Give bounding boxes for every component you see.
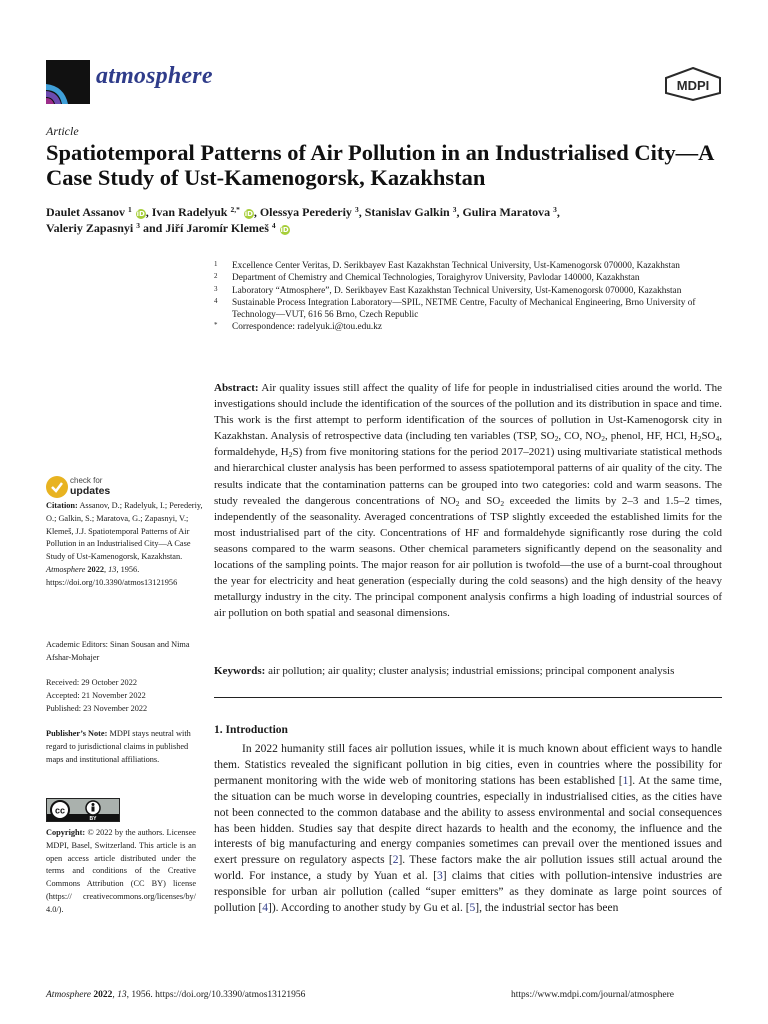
keywords-text: air pollution; air quality; cluster analysis; industrial emissions; principal component analysis: [268, 665, 675, 677]
footer-citation: Atmosphere 2022, 13, 1956. https://doi.org/10.3390/atmos13121956: [46, 990, 306, 1000]
body-text: In 2022 humanity still faces air pollution issues, while it is much known about efficient ways to handle them. Statistics revealed the significant pollution in big cities, even in countries where the possibility for permanent monitoring with the wide web of monitoring stations has been established [: [214, 743, 722, 787]
body-text: ]). According to another study by Gu et al. [: [268, 902, 470, 915]
mdpi-logo-text: MDPI: [676, 78, 710, 93]
citation-link[interactable]: 2: [392, 854, 399, 867]
subscript: 2: [455, 498, 460, 508]
cc-badge-label: cc: [54, 805, 66, 816]
author-affiliation: 3: [354, 205, 359, 214]
affiliation-number: 2: [214, 272, 218, 281]
citation-link[interactable]: 3: [436, 870, 443, 883]
correspondence-email[interactable]: Correspondence: radelyuk.i@tou.edu.kz: [232, 322, 383, 333]
abstract: [214, 380, 722, 621]
subscript: 2: [288, 450, 293, 460]
author-name: Gulira Maratova: [462, 205, 551, 219]
publication-dates: [46, 677, 206, 715]
academic-editors: Academic Editors: Sinan Sousan and Nima Afshar-Mohajer: [46, 640, 190, 662]
author-name: Stanislav Galkin: [364, 205, 450, 219]
author-affiliation: 2,*: [230, 205, 240, 214]
affiliation-item: [214, 285, 734, 297]
author-affiliation: 1: [128, 205, 132, 214]
footer-doi[interactable]: , 1956. https://doi.org/10.3390/atmos13121956: [126, 990, 306, 1000]
article-type: Article: [46, 124, 79, 138]
affiliation-item: [214, 321, 734, 333]
affiliation-item: [214, 272, 734, 284]
affiliation-number: 3: [214, 284, 218, 293]
citation-doi[interactable]: , 1956. https://doi.org/10.3390/atmos13121956: [46, 564, 178, 587]
author-name: Valeriy Zapasnyi: [46, 221, 134, 235]
abstract-text: , phenol, HF, HCl, H: [604, 430, 698, 443]
journal-name: atmosphere: [96, 63, 213, 89]
abstract-text: , CO, NO: [558, 430, 602, 443]
publisher-note-label: Publisher’s Note:: [46, 729, 108, 738]
keywords-label: Keywords:: [214, 665, 266, 677]
citation-journal: Atmosphere: [46, 564, 86, 574]
subscript: 2: [697, 434, 702, 444]
orcid-icon[interactable]: iD: [136, 210, 145, 218]
affiliation-item: [214, 297, 734, 322]
citation-year: 2022: [87, 564, 104, 574]
affiliations: [214, 260, 734, 334]
affiliation-text: Sustainable Process Integration Laboratory—SPIL, NETME Centre, Faculty of Mechanical Engineering, Brno University of Technology—VUT, 616 56 Brno, Czech Republic: [232, 297, 696, 321]
citation-volume: 13: [108, 564, 117, 574]
subscript: 2: [554, 434, 559, 444]
accepted-date: Accepted: 21 November 2022: [46, 690, 146, 700]
affiliation-text: Excellence Center Veritas, D. Serikbayev East Kazakhstan Technical University, Ust-Kamenogorsk 070000, Kazakhstan: [232, 261, 680, 271]
cc-badge-by: BY: [89, 816, 97, 821]
footer-journal-url[interactable]: https://www.mdpi.com/journal/atmosphere: [511, 990, 674, 1000]
author-conjunction: and: [143, 221, 163, 235]
citation-link[interactable]: 1: [622, 774, 629, 787]
subscript: 2: [601, 434, 605, 444]
published-date: Published: 23 November 2022: [46, 703, 148, 713]
author-affiliation: 3: [136, 221, 140, 230]
affiliation-number: 1: [214, 260, 218, 268]
author-name: Daulet Assanov: [46, 205, 126, 219]
copyright-text: © 2022 by the authors. Licensee MDPI, Basel, Switzerland. This article is an open access article distributed under the terms and conditions of the Creative Commons Attribution (CC BY) license (https:// creativecommons.org/licenses/by/ 4.0/).: [46, 828, 196, 914]
citation-block: Citation: Assanov, D.; Radelyuk, I.; Perederiy, O.; Galkin, S.; Maratova, G.; Zapasnyi, V.; Klemeš, J.J. Spatiotemporal Patterns of Air Pollution in an Industrialised City—A Case Study of Ust-Kamenogorsk, Kazakhstan. Atmosphere 2022, 13, 1956. https://doi.org/10.3390/atmos13121956: [46, 501, 203, 587]
affiliation-item: [214, 260, 734, 272]
affiliation-text: Laboratory “Atmosphere”, D. Serikbayev East Kazakhstan Technical University, Ust-Kamenogorsk 070000, Kazakhstan: [232, 285, 682, 296]
orcid-icon[interactable]: iD: [280, 226, 289, 234]
abstract-text: exceeded the limits by 2–3 and 1.5–2 times, independently of the seasonality. Averaged concentrations of TSP slightly exceeded the established limits for the most industrialised part of the city. Concentrations of HF and formaldehyde significantly rose during the cold seasons compared to the warm seasons. Other chemical parameters significantly depend on the seasonality and locations of the sampling points. The major reason for air pollution is twofold—the use of a burnt-coal throughout the year for electricity and heat generation (especially during the cold seasons) and the high density of the heavy metallurgy industry in the city. The principal component analysis confirms a high loading of industrial sources of air pollution on both spatial and seasonal dimensions.: [214, 494, 722, 620]
abstract-label: Abstract:: [214, 382, 259, 394]
subscript: 4: [715, 434, 720, 444]
footer-journal: Atmosphere: [46, 990, 92, 1000]
abstract-text: Air quality issues still affect the quality of life for people in industrialised cities around the world. The investigations should include the identification of the sources of the pollution and its distribution in space and time. This work is the first attempt to perform identification of the sources of pollution in Ust-Kamenogorsk city in Kazakhstan. Analysis of retrospective data (including ten variables (TSP, SO: [214, 382, 722, 443]
author-name: Olessya Perederiy: [259, 205, 352, 219]
body-text: ] claims that cities with pollution-intensive industries are responsible for urban air pollution (called “super emitters” as they dominate as large point sources of pollution [: [214, 870, 722, 915]
subscript: 2: [500, 498, 505, 508]
copyright-label: Copyright:: [46, 828, 86, 837]
check-for-updates-line2[interactable]: updates: [70, 485, 111, 497]
orcid-icon[interactable]: iD: [244, 210, 253, 218]
publisher-note: [46, 728, 206, 766]
author-affiliation: 3: [452, 205, 457, 214]
body-text: ], the industrial sector has been: [475, 902, 619, 915]
affiliation-number: 4: [214, 296, 218, 305]
affiliation-text: Department of Chemistry and Chemical Technologies, Toraighyrov University, Pavlodar 140000, Kazakhstan: [232, 273, 640, 284]
copyright-block: [46, 827, 196, 917]
section-divider: [214, 697, 722, 698]
body-text: ]. These factors make the air pollution issues still actual around the world. For instance, a study by Yuan et al. [: [214, 854, 722, 883]
received-date: Received: 29 October 2022: [46, 678, 138, 687]
author-name: Jiří Jaromír Klemeš: [165, 221, 269, 235]
abstract-text: S) from five monitoring stations for the period 2017–2021) using multivariate statistical methods and hierarchical cluster analysis has been performed to assess spatiotemporal patterns of air quality of the city. The results indicate that the contamination patterns can be grouped into two categories: cold and warm seasons. The study revealed the dangerous concentrations of NO: [214, 446, 722, 507]
author-affiliation: 4: [271, 221, 276, 230]
footer-volume: 13: [117, 990, 127, 1000]
cc-by-license-icon[interactable]: [46, 798, 120, 822]
citation-link[interactable]: 5: [469, 902, 476, 915]
publisher-note-text: MDPI stays neutral with regard to jurisdictional claims in published maps and institutional affiliations.: [46, 729, 191, 764]
body-text: ]. At the same time, the situation can be much worse in developing countries, especially in industrialised cities, as the cities have not been connected to the common database and the ability to assess environmental and social consequences has been hidden. Studies say that despite direct hazards to health and the economy, the influence and the interests of big manufacturing and energy companies sometimes can prevail over the mentioned issues and exert pressure on regulatory aspects [: [214, 774, 722, 867]
page-title: Spatiotemporal Patterns of Air Pollution in an Industrialised City—A Case Study of Ust-Kamenogorsk, Kazakhstan: [46, 140, 714, 190]
journal-logo-icon: [46, 60, 90, 104]
mdpi-logo-icon: [664, 67, 722, 101]
check-for-updates-line1[interactable]: check for: [70, 476, 103, 485]
abstract-text: , formaldehyde, H: [214, 430, 722, 459]
section-heading: 1. Introduction: [214, 724, 288, 736]
affiliation-number: *: [214, 321, 218, 330]
citation-text: Assanov, D.; Radelyuk, I.; Perederiy, O.; Galkin, S.; Maratova, G.; Zapasnyi, V.; Klemeš, J.J. Spatiotemporal Patterns of Air Pollution in an Industrialised City—A Case Study of Ust-Kamenogorsk, Kazakhstan.: [46, 501, 203, 562]
introduction-text: [214, 742, 722, 917]
author-list: Daulet Assanov $^1$ iD, Ivan Radelyuk $^{2,*}$ iD, Olessya Perederiy $^3$, Stanislav Galkin $^3$, Gulira Maratova $^3$, Valeriy Zapasnyi $^3$ and Jiří Jaromír Klemeš $^4$ iD: [46, 205, 560, 235]
abstract-text: SO: [701, 430, 716, 443]
author-affiliation: 3: [553, 205, 557, 214]
citation-link[interactable]: 4: [262, 902, 268, 915]
footer-year: 2022: [93, 990, 113, 1000]
citation-label: Citation:: [46, 501, 78, 510]
abstract-text: and SO: [459, 494, 501, 507]
check-for-updates-icon[interactable]: [46, 476, 68, 498]
author-name: Ivan Radelyuk: [151, 205, 228, 219]
keywords: [214, 664, 722, 678]
